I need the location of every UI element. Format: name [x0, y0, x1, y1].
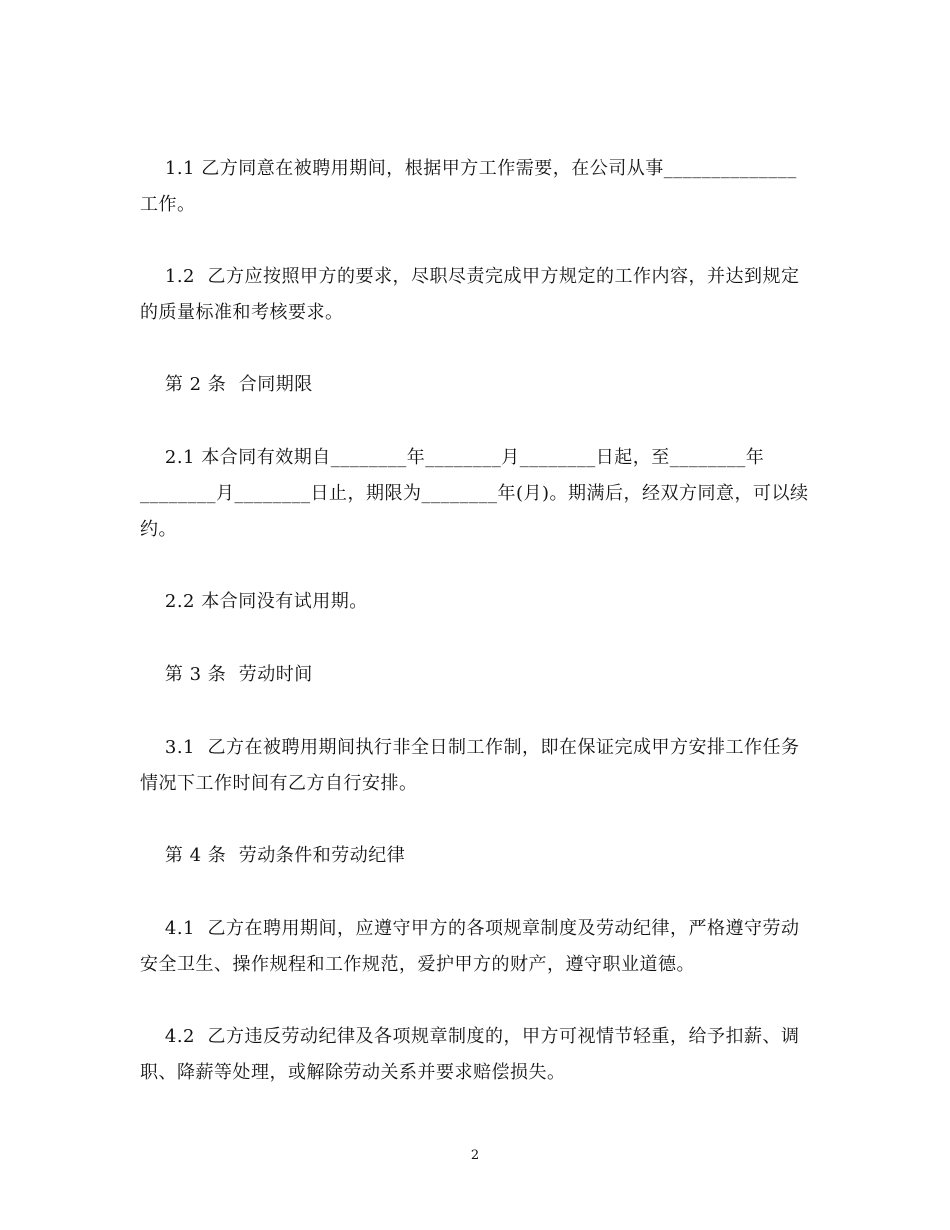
clause-2-2: 2.2 本合同没有试用期。	[140, 591, 368, 612]
clause-3-1-line-1: 3.1 乙方在被聘用期间执行非全日制工作制，即在保证完成甲方安排工作任务	[140, 737, 800, 758]
clause-1-2-line-2: 的质量标准和考核要求。	[140, 302, 344, 323]
page-number: 2	[470, 1148, 480, 1163]
clause-2-1-line-2: ________月________日止，期限为________年(月)。期满后，经双方同意，可以续	[140, 483, 809, 504]
clause-1-1-line-2: 工作。	[140, 194, 196, 215]
clause-4-1-line-1: 4.1 乙方在聘用期间，应遵守甲方的各项规章制度及劳动纪律，严格遵守劳动	[140, 918, 800, 939]
clause-4-2-line-2: 职、降薪等处理，或解除劳动关系并要求赔偿损失。	[140, 1062, 566, 1083]
article-4-heading: 第 4 条 劳动条件和劳动纪律	[140, 845, 406, 866]
article-3-heading: 第 3 条 劳动时间	[140, 664, 313, 685]
clause-2-1-line-1: 2.1 本合同有效期自________年________月________日起，至________年	[140, 447, 765, 468]
clause-4-2-line-1: 4.2 乙方违反劳动纪律及各项规章制度的，甲方可视情节轻重，给予扣薪、调	[140, 1026, 800, 1047]
clause-4-1-line-2: 安全卫生、操作规程和工作规范，爱护甲方的财产，遵守职业道德。	[140, 954, 695, 975]
clause-3-1-line-2: 情况下工作时间有乙方自行安排。	[140, 773, 418, 794]
clause-1-2-line-1: 1.2 乙方应按照甲方的要求，尽职尽责完成甲方规定的工作内容，并达到规定	[140, 266, 800, 287]
clause-2-1-line-3: 约。	[140, 519, 177, 540]
article-2-heading: 第 2 条 合同期限	[140, 374, 313, 395]
clause-1-1-line-1: 1.1 乙方同意在被聘用期间，根据甲方工作需要，在公司从事______________	[140, 158, 797, 179]
